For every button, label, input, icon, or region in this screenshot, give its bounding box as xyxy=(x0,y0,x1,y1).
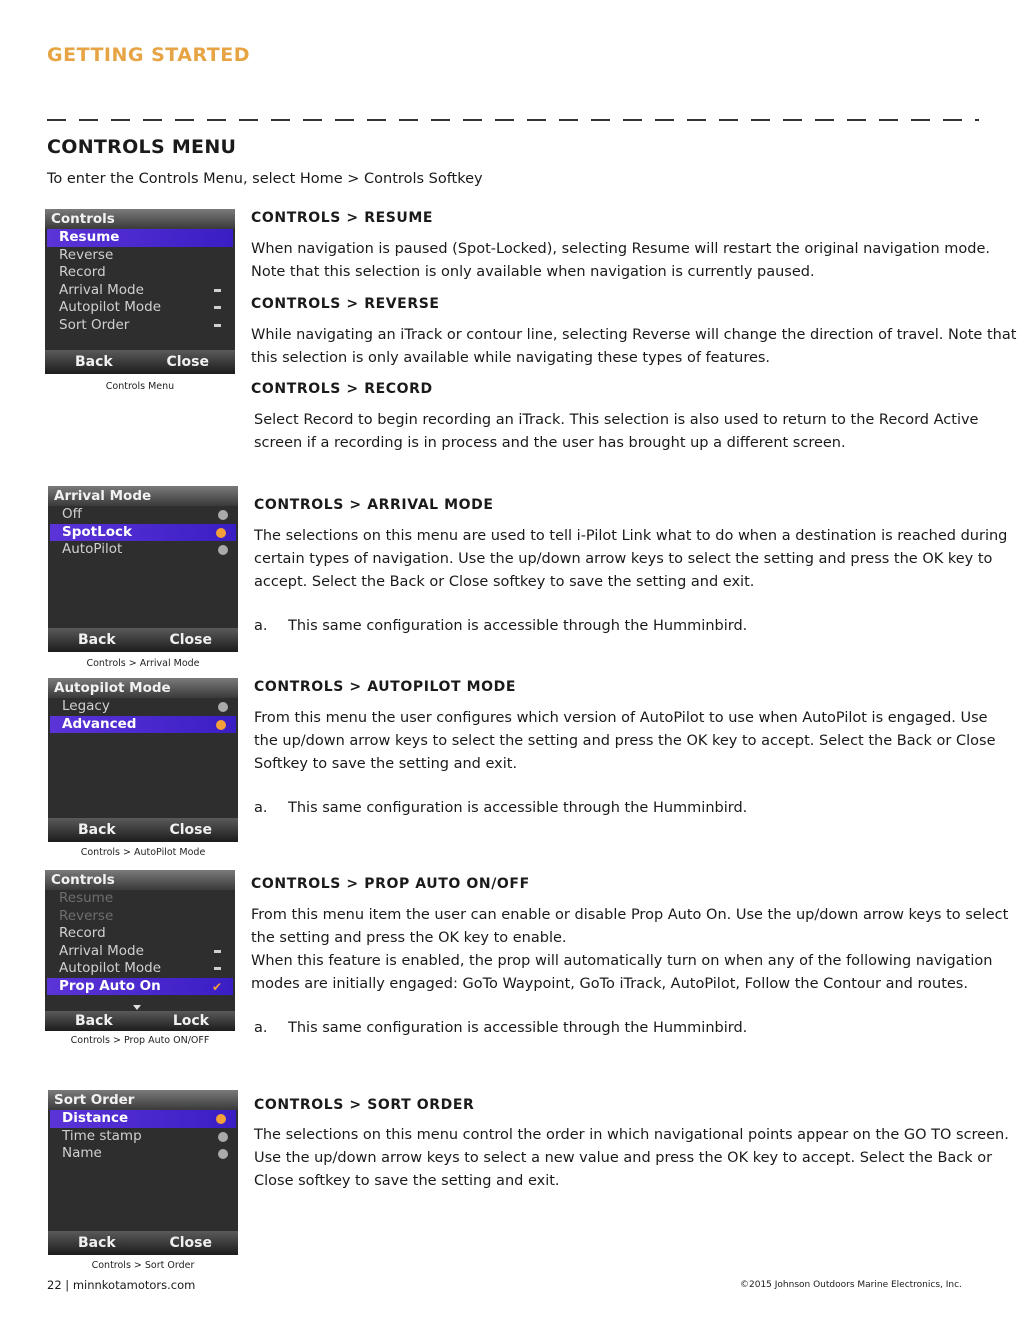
note-letter: a. xyxy=(254,1020,268,1036)
figure-caption: Controls > Sort Order xyxy=(91,1260,195,1271)
close-softkey: Close xyxy=(166,354,209,370)
figure-caption: Controls > AutoPilot Mode xyxy=(80,847,206,858)
prop-text-line-3: When this feature is enabled, the prop will automatically turn on when any of the following navigation xyxy=(251,953,993,969)
section-title-prop-auto: CONTROLS > PROP AUTO ON/OFF xyxy=(251,876,530,892)
radio-icon xyxy=(218,545,228,555)
note-text: This same configuration is accessible through the Humminbird. xyxy=(288,800,748,816)
submenu-icon xyxy=(214,306,221,309)
softkey-bar xyxy=(48,818,238,842)
option-distance: Distance xyxy=(50,1110,236,1128)
close-softkey: Close xyxy=(169,1235,212,1251)
menu-item-record: Record xyxy=(59,264,106,280)
arrival-mode-screen xyxy=(48,486,238,652)
menu-item-autopilot-mode: Autopilot Mode xyxy=(45,299,235,317)
back-softkey: Back xyxy=(78,632,116,648)
screen-title: Controls xyxy=(45,870,235,890)
autopilot-mode-screen xyxy=(48,678,238,842)
back-softkey: Back xyxy=(75,1013,113,1029)
softkey-bar xyxy=(48,628,238,652)
section-title-resume: CONTROLS > RESUME xyxy=(251,210,434,226)
option-off: Off xyxy=(48,506,238,524)
page-title: CONTROLS MENU xyxy=(47,136,237,158)
resume-text-line-1: When navigation is paused (Spot-Locked), selecting Resume will restart the original navigation mode. xyxy=(251,241,991,257)
prop-text-line-4: modes are initially engaged: GoTo Waypoint, GoTo iTrack, AutoPilot, Follow the Contour and routes. xyxy=(251,976,968,992)
submenu-icon xyxy=(214,324,221,327)
figure-caption: Controls > Arrival Mode xyxy=(86,658,200,669)
menu-item-resume: Resume xyxy=(47,229,233,247)
record-text-line-2: screen if a recording is in process and the user has brought up a different screen. xyxy=(254,435,846,451)
screen-title: Controls xyxy=(45,209,235,229)
resume-text-line-2: Note that this selection is only available when navigation is currently paused. xyxy=(251,264,815,280)
arrival-text-line-3: accept. Select the Back or Close softkey to save the setting and exit. xyxy=(254,574,755,590)
section-title-sort-order: CONTROLS > SORT ORDER xyxy=(254,1097,475,1113)
section-label: GETTING STARTED xyxy=(47,44,250,66)
back-softkey: Back xyxy=(78,822,116,838)
section-title-reverse: CONTROLS > REVERSE xyxy=(251,296,440,312)
softkey-bar xyxy=(48,1231,238,1255)
scroll-down-arrow-icon xyxy=(133,1005,141,1010)
option-name: Name xyxy=(48,1145,238,1163)
radio-icon xyxy=(218,1132,228,1142)
menu-item-resume: Resume xyxy=(59,890,114,906)
reverse-text-line-1: While navigating an iTrack or contour line, selecting Reverse will change the direction of travel. Note that xyxy=(251,327,1017,343)
sort-text-line-2: Use the up/down arrow keys to select a new value and press the OK key to accept. Select the Back or xyxy=(254,1150,993,1166)
submenu-icon xyxy=(214,967,221,970)
note-text: This same configuration is accessible through the Humminbird. xyxy=(288,618,748,634)
radio-icon xyxy=(218,1149,228,1159)
autopilot-note xyxy=(254,797,747,820)
controls-menu-screen xyxy=(45,209,235,374)
option-legacy: Legacy xyxy=(48,698,238,716)
lock-softkey: Lock xyxy=(172,1013,209,1029)
menu-item-reverse: Reverse xyxy=(59,246,114,263)
section-title-arrival-mode: CONTROLS > ARRIVAL MODE xyxy=(254,497,494,513)
screen-title: Autopilot Mode xyxy=(48,678,238,698)
prop-auto-screen xyxy=(45,870,235,1031)
option-spotlock: SpotLock xyxy=(50,524,236,542)
menu-item-reverse: Reverse xyxy=(59,907,114,924)
submenu-icon xyxy=(214,950,221,953)
close-softkey: Close xyxy=(169,632,212,648)
radio-selected-icon xyxy=(216,720,226,730)
autopilot-text-line-1: From this menu the user configures which version of AutoPilot to use when AutoPilot is engaged. Use xyxy=(254,710,988,726)
arrival-text-line-1: The selections on this menu are used to tell i-Pilot Link what to do when a destination is reached during xyxy=(254,528,1008,544)
softkey-bar xyxy=(45,1011,235,1031)
menu-item-autopilot-mode: Autopilot Mode xyxy=(45,960,235,978)
reverse-text-line-2: this selection is only available while navigating these types of features. xyxy=(251,350,771,366)
autopilot-text-line-3: Softkey to save the setting and exit. xyxy=(254,756,518,772)
figure-caption: Controls > Prop Auto ON/OFF xyxy=(70,1035,210,1046)
dashed-divider xyxy=(47,119,979,121)
menu-item-arrival-mode: Arrival Mode xyxy=(45,282,235,300)
menu-item-arrival-mode: Arrival Mode xyxy=(45,943,235,961)
figure-caption: Controls Menu xyxy=(105,381,175,392)
page-footer-copyright: ©2015 Johnson Outdoors Marine Electronics, Inc. xyxy=(740,1280,962,1290)
menu-item-prop-auto-on: Prop Auto On ✔ xyxy=(47,978,233,996)
note-letter: a. xyxy=(254,800,268,816)
section-title-record: CONTROLS > RECORD xyxy=(251,381,433,397)
checkmark-icon: ✔ xyxy=(211,979,222,994)
screen-title: Sort Order xyxy=(48,1090,238,1110)
prop-note xyxy=(254,1017,747,1040)
radio-icon xyxy=(218,702,228,712)
option-time-stamp: Time stamp xyxy=(48,1128,238,1146)
radio-selected-icon xyxy=(216,528,226,538)
record-text-line-1: Select Record to begin recording an iTrack. This selection is also used to return to the Record Active xyxy=(254,412,979,428)
close-softkey: Close xyxy=(169,822,212,838)
back-softkey: Back xyxy=(75,354,113,370)
section-title-autopilot-mode: CONTROLS > AUTOPILOT MODE xyxy=(254,679,517,695)
back-softkey: Back xyxy=(78,1235,116,1251)
page-footer-website: 22 | minnkotamotors.com xyxy=(47,1278,196,1292)
sort-text-line-3: Close softkey to save the setting and exit. xyxy=(254,1173,560,1189)
radio-icon xyxy=(218,510,228,520)
sort-text-line-1: The selections on this menu control the order in which navigational points appear on the GO TO screen. xyxy=(254,1127,1009,1143)
note-letter: a. xyxy=(254,618,268,634)
softkey-bar xyxy=(45,350,235,374)
arrival-text-line-2: certain types of navigation. Use the up/down arrow keys to select the setting and press the OK key to xyxy=(254,551,993,567)
prop-text-line-1: From this menu item the user can enable or disable Prop Auto On. Use the up/down arrow keys to select xyxy=(251,907,1009,923)
intro-text: To enter the Controls Menu, select Home > Controls Softkey xyxy=(47,171,483,187)
note-text: This same configuration is accessible through the Humminbird. xyxy=(288,1020,748,1036)
screen-title: Arrival Mode xyxy=(48,486,238,506)
autopilot-text-line-2: the up/down arrow keys to select the setting and press the OK key to accept. Select the Back or Close xyxy=(254,733,996,749)
option-advanced: Advanced xyxy=(50,716,236,734)
sort-order-screen xyxy=(48,1090,238,1255)
menu-item-record: Record xyxy=(59,925,106,941)
menu-item-sort-order: Sort Order xyxy=(45,317,235,335)
prop-text-line-2: the setting and press the OK key to enable. xyxy=(251,930,567,946)
option-autopilot: AutoPilot xyxy=(48,541,238,559)
radio-selected-icon xyxy=(216,1114,226,1124)
submenu-icon xyxy=(214,289,221,292)
arrival-note xyxy=(254,615,747,638)
